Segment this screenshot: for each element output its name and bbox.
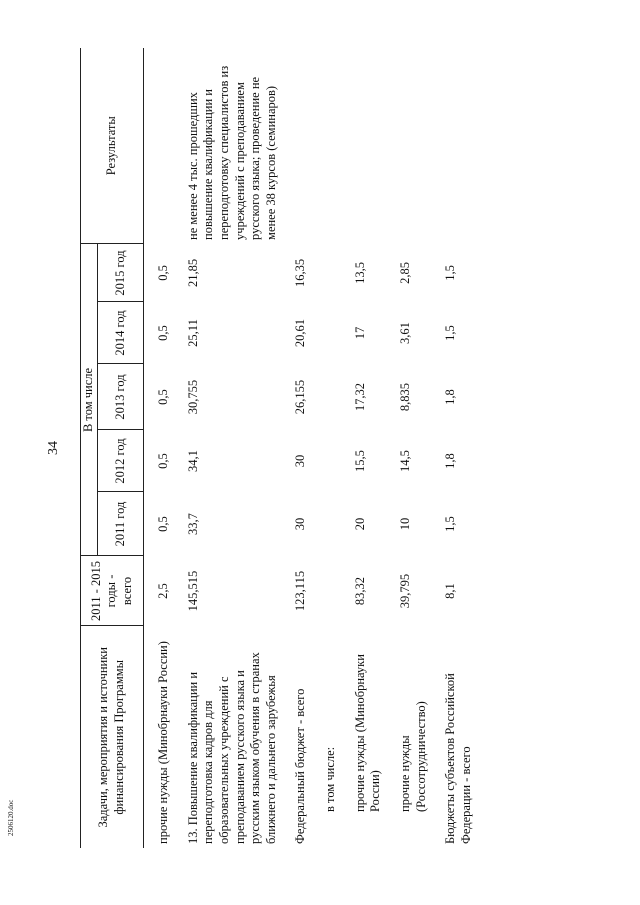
row-task: прочие нужды (Минобрнауки России) <box>156 641 170 844</box>
row-2012: 30 <box>293 454 308 468</box>
row-2012: 1,8 <box>443 453 458 469</box>
table-row <box>441 48 476 848</box>
row-task: прочие нужды (Минобрнауки России) <box>352 654 383 812</box>
row-2014: 3,61 <box>397 322 412 344</box>
row-2013: 30,755 <box>185 379 200 415</box>
row-task: 13. Повышение квалификации и переподготовка кадров для образовательных учреждений с преподаванием русского языка и русским языком обучения в странах ближнего и дальнего зарубежья <box>185 652 278 844</box>
row-2013: 17,32 <box>352 382 367 412</box>
header-2015: 2015 год <box>98 244 144 302</box>
program-funding-table <box>80 48 476 848</box>
row-2013: 26,155 <box>293 379 308 415</box>
row-results <box>154 48 174 244</box>
row-2012: 0,5 <box>156 453 170 469</box>
row-2012: 34,1 <box>185 450 200 472</box>
header-2011: 2011 год <box>98 492 144 556</box>
row-2015: 0,5 <box>156 265 170 281</box>
header-task: Задачи, мероприятия и источники финансирования Программы <box>81 626 144 848</box>
row-2012: 15,5 <box>352 450 367 472</box>
row-task: Бюджеты субъектов Российской Федерации - всего <box>443 673 473 844</box>
header-2013: 2013 год <box>98 364 144 430</box>
row-2011: 20 <box>352 517 367 531</box>
row-task: в том числе: <box>323 746 337 812</box>
row-2015: 13,5 <box>352 262 367 284</box>
table-row <box>396 48 431 848</box>
row-results: не менее 4 тыс. прошедших повышение квалификации и переподготовку специалистов из учреждений с преподаванием русского языка; проведение не менее 38 курсов (семинаров) <box>185 65 278 240</box>
document-code: 2506120.doc <box>7 799 15 836</box>
header-total: 2011 - 2015 годы - всего <box>81 556 144 626</box>
row-total: 83,32 <box>352 576 367 606</box>
row-2014: 0,5 <box>156 325 170 341</box>
row-2012: 14,5 <box>397 450 412 472</box>
table-row <box>321 48 341 848</box>
row-total: 145,515 <box>185 570 200 612</box>
row-2013: 1,8 <box>443 389 458 405</box>
row-2011: 30 <box>293 517 308 531</box>
row-2014: 17 <box>352 326 367 340</box>
row-2015: 21,85 <box>185 258 200 288</box>
row-2011: 33,7 <box>185 513 200 535</box>
header-incl: В том числе <box>81 244 98 556</box>
row-2015: 2,85 <box>397 262 412 284</box>
table-row <box>351 48 386 848</box>
row-total: 8,1 <box>443 583 458 599</box>
row-total: 123,115 <box>293 570 308 612</box>
row-task: прочие нужды (Россотрудничество) <box>397 701 428 812</box>
page-number: 34 <box>46 441 61 455</box>
table-row <box>154 48 174 848</box>
row-task: Федеральный бюджет - всего <box>293 688 308 844</box>
header-2014: 2014 год <box>98 302 144 364</box>
row-2011: 1,5 <box>443 516 458 532</box>
row-2015: 16,35 <box>293 258 308 288</box>
header-2012: 2012 год <box>98 430 144 492</box>
row-total: 39,795 <box>397 573 412 609</box>
row-total: 2,5 <box>156 583 170 599</box>
row-2015: 1,5 <box>443 265 458 281</box>
table-row <box>184 48 282 848</box>
row-2013: 0,5 <box>156 389 170 405</box>
row-2014: 1,5 <box>443 325 458 341</box>
header-results: Результаты <box>81 48 144 244</box>
row-2011: 0,5 <box>156 516 170 532</box>
row-2013: 8,835 <box>397 382 412 412</box>
program-table-frame <box>80 48 605 848</box>
row-2014: 25,11 <box>185 319 200 347</box>
row-2014: 20,61 <box>293 318 308 348</box>
row-2011: 10 <box>397 517 412 531</box>
